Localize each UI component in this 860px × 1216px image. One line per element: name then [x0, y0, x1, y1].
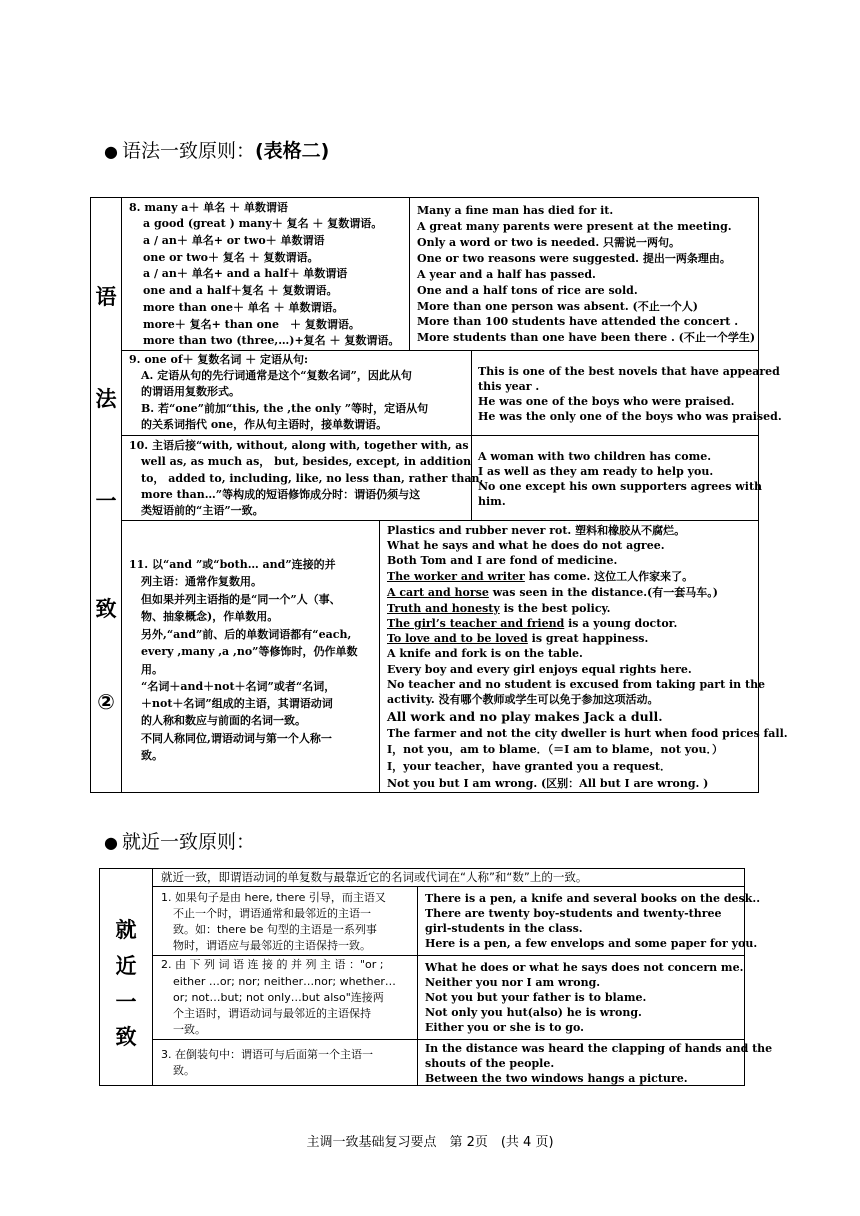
rule-line: 11. 以“and ”或“both… and”连接的并	[129, 558, 336, 571]
example-line	[387, 631, 648, 647]
rule-line: to， added to, including, like, no less than, rather than,	[141, 472, 484, 485]
example-line	[387, 569, 693, 585]
example-line: Not only you hut(also) he is wrong.	[425, 1006, 642, 1019]
rule-line: a / an＋ 单名+ and a half＋ 单数谓语	[143, 267, 348, 280]
underlined-subject: The worker and writer	[387, 570, 525, 583]
example-text: The farmer and not the city dweller is hurt when food prices fall.	[387, 727, 788, 740]
table-divider	[121, 520, 759, 521]
example-line: Between the two windows hangs a picture.	[425, 1072, 688, 1085]
example-text: has come. 这位工人作家来了。	[524, 570, 694, 583]
example-text: I，not you，am to blame．（＝I am to blame，not you．）	[387, 743, 724, 756]
example-line	[387, 662, 692, 678]
rule-line: 另外,“and”前、后的单数词语都有“each,	[141, 628, 352, 641]
rule-line: more than one＋ 单名 ＋ 单数谓语。	[143, 301, 344, 314]
rule-line: 致。	[173, 1064, 195, 1077]
example-text: is a young doctor.	[564, 617, 678, 630]
example-line: More than 100 students have attended the concert .	[417, 315, 739, 328]
example-text: Plastics and rubber never rot. 塑料和橡胶从不腐烂。	[387, 524, 686, 537]
example-line	[387, 726, 788, 742]
example-line	[387, 776, 708, 792]
example-line	[387, 616, 677, 632]
side-label-char: 致	[115, 1025, 137, 1049]
example-text: activity. 没有哪个教师或学生可以免于参加这项活动。	[387, 693, 659, 706]
rule-line: every ,many ,a ,no”等修饰时，仍作单数	[141, 645, 358, 658]
example-line	[387, 585, 718, 601]
example-line	[387, 523, 685, 539]
rule-line: B. 若“one”前加“this, the ,the only ”等时，定语从句	[141, 402, 429, 415]
section-title: 就近一致原则：	[121, 831, 255, 853]
table-divider	[121, 435, 759, 436]
example-line: this year .	[478, 380, 540, 393]
rule-line: a / an＋ 单名+ or two＋ 单数谓语	[143, 234, 325, 247]
side-label-char: 近	[115, 954, 137, 978]
side-label-char: 语	[95, 285, 117, 309]
example-line: No one except his own supporters agrees with	[478, 480, 763, 493]
example-line: Either you or she is to go.	[425, 1021, 584, 1034]
example-line: Many a fine man has died for it.	[417, 204, 614, 217]
example-line	[387, 601, 611, 617]
example-line: There are twenty boy-students and twenty-three	[425, 907, 722, 920]
rule-line: 8. many a＋ 单名 ＋ 单数谓语	[129, 201, 288, 214]
example-line	[387, 692, 659, 708]
example-line: One and a half tons of rice are sold.	[417, 284, 638, 297]
underlined-subject: Truth and honesty	[387, 602, 500, 615]
rule-line: more＋ 复名+ than one ＋ 复数谓语。	[143, 318, 360, 331]
example-text: Every boy and every girl enjoys equal rights here.	[387, 663, 692, 676]
rule-line: 10. 主语后接“with, without, along with, together with, as	[129, 439, 469, 452]
rule-line: 物时，谓语应与最邻近的主语保持一致。	[173, 939, 371, 952]
table-divider	[152, 886, 745, 887]
table-divider	[152, 1039, 745, 1040]
underlined-subject: A cart and horse	[387, 586, 489, 599]
rule-line: 用。	[141, 663, 163, 676]
rule-line: 一致。	[173, 1023, 206, 1036]
example-text: A knife and fork is on the table.	[387, 647, 583, 660]
side-label-char: 致	[95, 597, 117, 621]
example-line	[387, 759, 671, 775]
example-line	[387, 709, 663, 725]
rule-line: 列主语：通常作复数用。	[141, 575, 262, 588]
table-divider	[471, 350, 472, 520]
example-text: was seen in the distance.(有一套马车。)	[488, 586, 718, 599]
rule-line: 不同人称同位,谓语动词与第一个人称一	[141, 732, 332, 745]
side-label-char: 一	[115, 990, 137, 1014]
rule-line: 9. one of＋ 复数名词 ＋ 定语从句:	[129, 353, 309, 366]
example-line	[387, 538, 665, 554]
example-text: is great happiness.	[527, 632, 649, 645]
proximity-intro: 就近一致，即谓语动词的单复数与最靠近它的名词或代词在“人称”和“数”上的一致。	[161, 870, 588, 884]
rule-line: 致。	[141, 749, 163, 762]
example-text: All work and no play makes Jack a dull.	[387, 709, 663, 724]
table-divider	[121, 197, 122, 793]
example-line: I as well as they am ready to help you.	[478, 465, 714, 478]
rule-line: one or two＋ 复名 ＋ 复数谓语。	[143, 251, 319, 264]
rule-line: 的谓语用复数形式。	[141, 385, 240, 398]
rule-line: 类短语前的“主语”一致。	[141, 504, 264, 517]
rule-line: 物、抽象概念)，作单数用。	[141, 610, 279, 623]
example-line: He was the only one of the boys who was praised.	[478, 410, 782, 423]
example-text: No teacher and no student is excused from taking part in the	[387, 678, 766, 691]
table-divider	[409, 197, 410, 350]
section-heading-proximity	[104, 827, 255, 854]
example-line: More than one person was absent. (不止一个人)	[417, 300, 698, 313]
example-line	[387, 553, 617, 569]
example-line	[387, 646, 583, 662]
example-text: is the best policy.	[499, 602, 611, 615]
example-line: A great many parents were present at the meeting.	[417, 220, 732, 233]
rule-line: 的人称和数应与前面的名词一致。	[141, 714, 306, 727]
example-line: What he does or what he says does not concern me.	[425, 961, 744, 974]
rule-line: one and a half＋复名 ＋ 复数谓语。	[143, 284, 338, 297]
rule-line: 致。如：there be 句型的主语是一系列事	[173, 923, 377, 936]
bullet-icon: ●	[104, 142, 118, 161]
example-text: Both Tom and I are fond of medicine.	[387, 554, 618, 567]
underlined-subject: The girl’s teacher and friend	[387, 617, 565, 630]
example-line: More students than one have been there . (不止一个学生)	[417, 331, 756, 344]
example-line: There is a pen, a knife and several books on the desk..	[425, 892, 761, 905]
page-footer: 主调一致基础复习要点 第 2页 (共 4 页)	[306, 1135, 554, 1150]
underlined-subject: To love and to be loved	[387, 632, 528, 645]
example-line: girl-students in the class.	[425, 922, 583, 935]
rule-line: 3. 在倒装句中：谓语可与后面第一个主语一	[161, 1048, 373, 1061]
rule-line: either …or; nor; neither…nor; whether…	[173, 975, 396, 988]
rule-line: well as, as much as， but, besides, except, in addition	[141, 455, 472, 468]
rule-line: a good (great ) many＋ 复名 ＋ 复数谓语。	[143, 217, 383, 230]
rule-line: A. 定语从句的先行词通常是这个“复数名词”，因此从句	[141, 369, 412, 382]
section-title: 语法一致原则：	[121, 140, 255, 162]
section-heading-grammar	[104, 136, 329, 163]
example-text: Not you but I am wrong. (区别：All but I are wrong. )	[387, 777, 709, 790]
example-line: This is one of the best novels that have appeared	[478, 365, 780, 378]
rule-line: more than…”等构成的短语修饰成分时：谓语仍须与这	[141, 488, 421, 501]
rule-line: or; not…but; not only…but also"连接两	[173, 991, 384, 1004]
example-line: In the distance was heard the clapping of hands and the	[425, 1042, 773, 1055]
rule-line: 2. 由 下 列 词 语 连 接 的 并 列 主 语 ："or ;	[161, 958, 384, 971]
example-line: A year and a half has passed.	[417, 268, 596, 281]
table-divider	[417, 886, 418, 1086]
example-text: I，your teacher，have granted you a request．	[387, 760, 672, 773]
rule-line: 的关系词指代 one，作从句主语时，接单数谓语。	[141, 418, 388, 431]
example-line: Neither you nor I am wrong.	[425, 976, 601, 989]
rule-line: 但如果并列主语指的是“同一个”人（事、	[141, 593, 341, 606]
rule-line: 不止一个时，谓语通常和最邻近的主语一	[173, 907, 371, 920]
rule-line: 1. 如果句子是由 here, there 引导，而主语又	[161, 891, 386, 904]
example-line: him.	[478, 495, 506, 508]
rule-line: ＋not＋名词”组成的主语，其谓语动词	[141, 697, 333, 710]
side-label-char: 就	[115, 918, 137, 942]
side-label-char: 法	[95, 387, 117, 411]
rule-line: “名词＋and＋not＋名词”或者“名词，	[141, 680, 336, 693]
example-line: He was one of the boys who were praised.	[478, 395, 735, 408]
example-line: shouts of the people.	[425, 1057, 555, 1070]
rule-line: more than two (three,…)+复名 ＋ 复数谓语。	[143, 334, 400, 347]
example-line: Not you but your father is to blame.	[425, 991, 647, 1004]
side-label-char: 一	[95, 489, 117, 513]
example-line: Here is a pen, a few envelops and some paper for you.	[425, 937, 758, 950]
example-line: A woman with two children has come.	[478, 450, 712, 463]
bullet-icon: ●	[104, 833, 118, 852]
example-line: One or two reasons were suggested. 提出一两条理由。	[417, 252, 731, 265]
table-divider	[152, 868, 153, 1086]
table-divider	[379, 520, 380, 793]
table-divider	[152, 955, 745, 956]
example-line	[387, 677, 765, 693]
section-title-bold: (表格二)	[254, 140, 330, 162]
rule-line: 个主语时，谓语动词与最邻近的主语保持	[173, 1007, 371, 1020]
example-line	[387, 742, 723, 758]
table-divider	[121, 350, 759, 351]
example-text: What he says and what he does do not agree.	[387, 539, 665, 552]
example-line: Only a word or two is needed. 只需说一两句。	[417, 236, 680, 249]
side-label-char: ②	[97, 690, 115, 714]
